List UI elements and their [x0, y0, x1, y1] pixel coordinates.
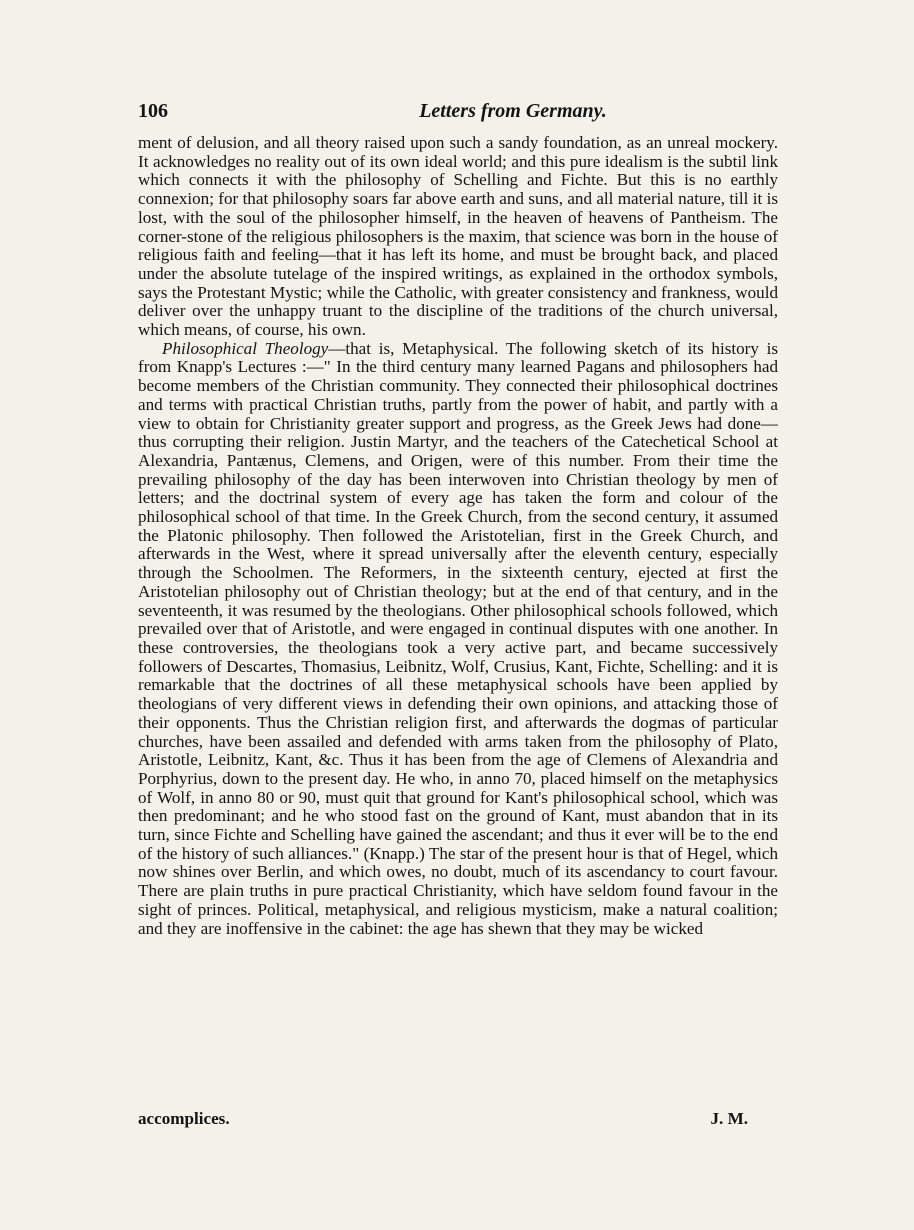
running-head: Letters from Germany.	[419, 100, 607, 122]
paragraph: ment of delusion, and all theory raised upon such a sandy foundation, as an unreal mockery. It acknowledges no reality out of its own ideal world; and this pure idealism is the subtil link which connects it with the philosophy of Schelling and Fichte. But this is no earthly connexion; for that philosophy soars far above earth and suns, and all material nature, till it is lost, with the soul of the philosopher himself, in the heaven of heavens of Pantheism. The corner-stone of the religious philosophers is the maxim, that science was born in the house of religious faith and feeling—that it has left its home, and must be brought back, and placed under the absolute tutelage of the inspired writings, as explained in the orthodox symbols, says the Protestant Mystic; while the Catholic, with greater consistency and frankness, would deliver over the unhappy truant to the discipline of the traditions of the church universal, which means, of course, his own.	[138, 133, 778, 340]
body-text	[138, 134, 778, 938]
page-header	[138, 100, 778, 128]
last-word: accomplices.	[138, 1109, 230, 1128]
paragraph	[138, 340, 778, 939]
italic-lead: Philosophical Theology	[162, 338, 329, 358]
paragraph-text: —that is, Metaphysical. The following sketch of its history is from Knapp's Lectures :—" In the third century many learned Pagans and philosophers had become members of the Christian community. They connected their philosophical doctrines and terms with practical Christian truths, partly from the power of habit, and partly with a view to obtain for Christianity greater support and progress, as the Greek Jews had done—thus corrupting their religion. Justin Martyr, and the teachers of the Catechetical School at Alexandria, Pantænus, Clemens, and Origen, were of this number. From their time the prevailing philosophy of the day has been interwoven into Christian theology by men of letters; and the doctrinal system of every age has taken the form and colour of the philosophical school of that time. In the Greek Church, from the second century, it assumed the Platonic philosophy. Then followed the Aristotelian, first in the Greek Church, and afterwards in the West, where it spread universally after the eleventh century, especially through the Schoolmen. The Reformers, in the sixteenth century, ejected at first the Aristotelian philosophy out of Christian theology; but at the end of that century, and in the seventeenth, it was resumed by the theologians. Other philosophical schools followed, which prevailed over that of Aristotle, and were engaged in continual disputes with one another. In these controversies, the theologians took a very active part, and became successively followers of Descartes, Thomasius, Leibnitz, Wolf, Crusius, Kant, Fichte, Schelling: and it is remarkable that the doctrines of all these metaphysical schools have been applied by theologians of very different views in defending their own opinions, and attacking those of their opponents. Thus the Christian religion first, and afterwards the dogmas of particular churches, have been assailed and defended with arms taken from the philosophy of Plato, Aristotle, Leibnitz, Kant, &c. Thus it has been from the age of Clemens of Alexandria and Porphyrius, down to the present day. He who, in anno 70, placed himself on the metaphysics of Wolf, in anno 80 or 90, must quit that ground for Kant's philosophical school, which was then predominant; and he who stood fast on the ground of Kant, must abandon that in its turn, since Fichte and Schelling have gained the ascendant; and thus it ever will be to the end of the history of such alliances." (Knapp.) The star of the present hour is that of Hegel, which now shines over Berlin, and which owes, no doubt, much of its ascendancy to court favour. There are plain truths in pure practical Christianity, which have seldom found favour in the sight of princes. Political, metaphysical, and religious mysticism, make a natural coalition; and they are inoffensive in the cabinet: the age has shewn that they may be wicked	[138, 338, 778, 938]
closing-line	[138, 1109, 778, 1129]
page-number: 106	[138, 100, 168, 122]
author-signature: J. M.	[710, 1109, 748, 1128]
